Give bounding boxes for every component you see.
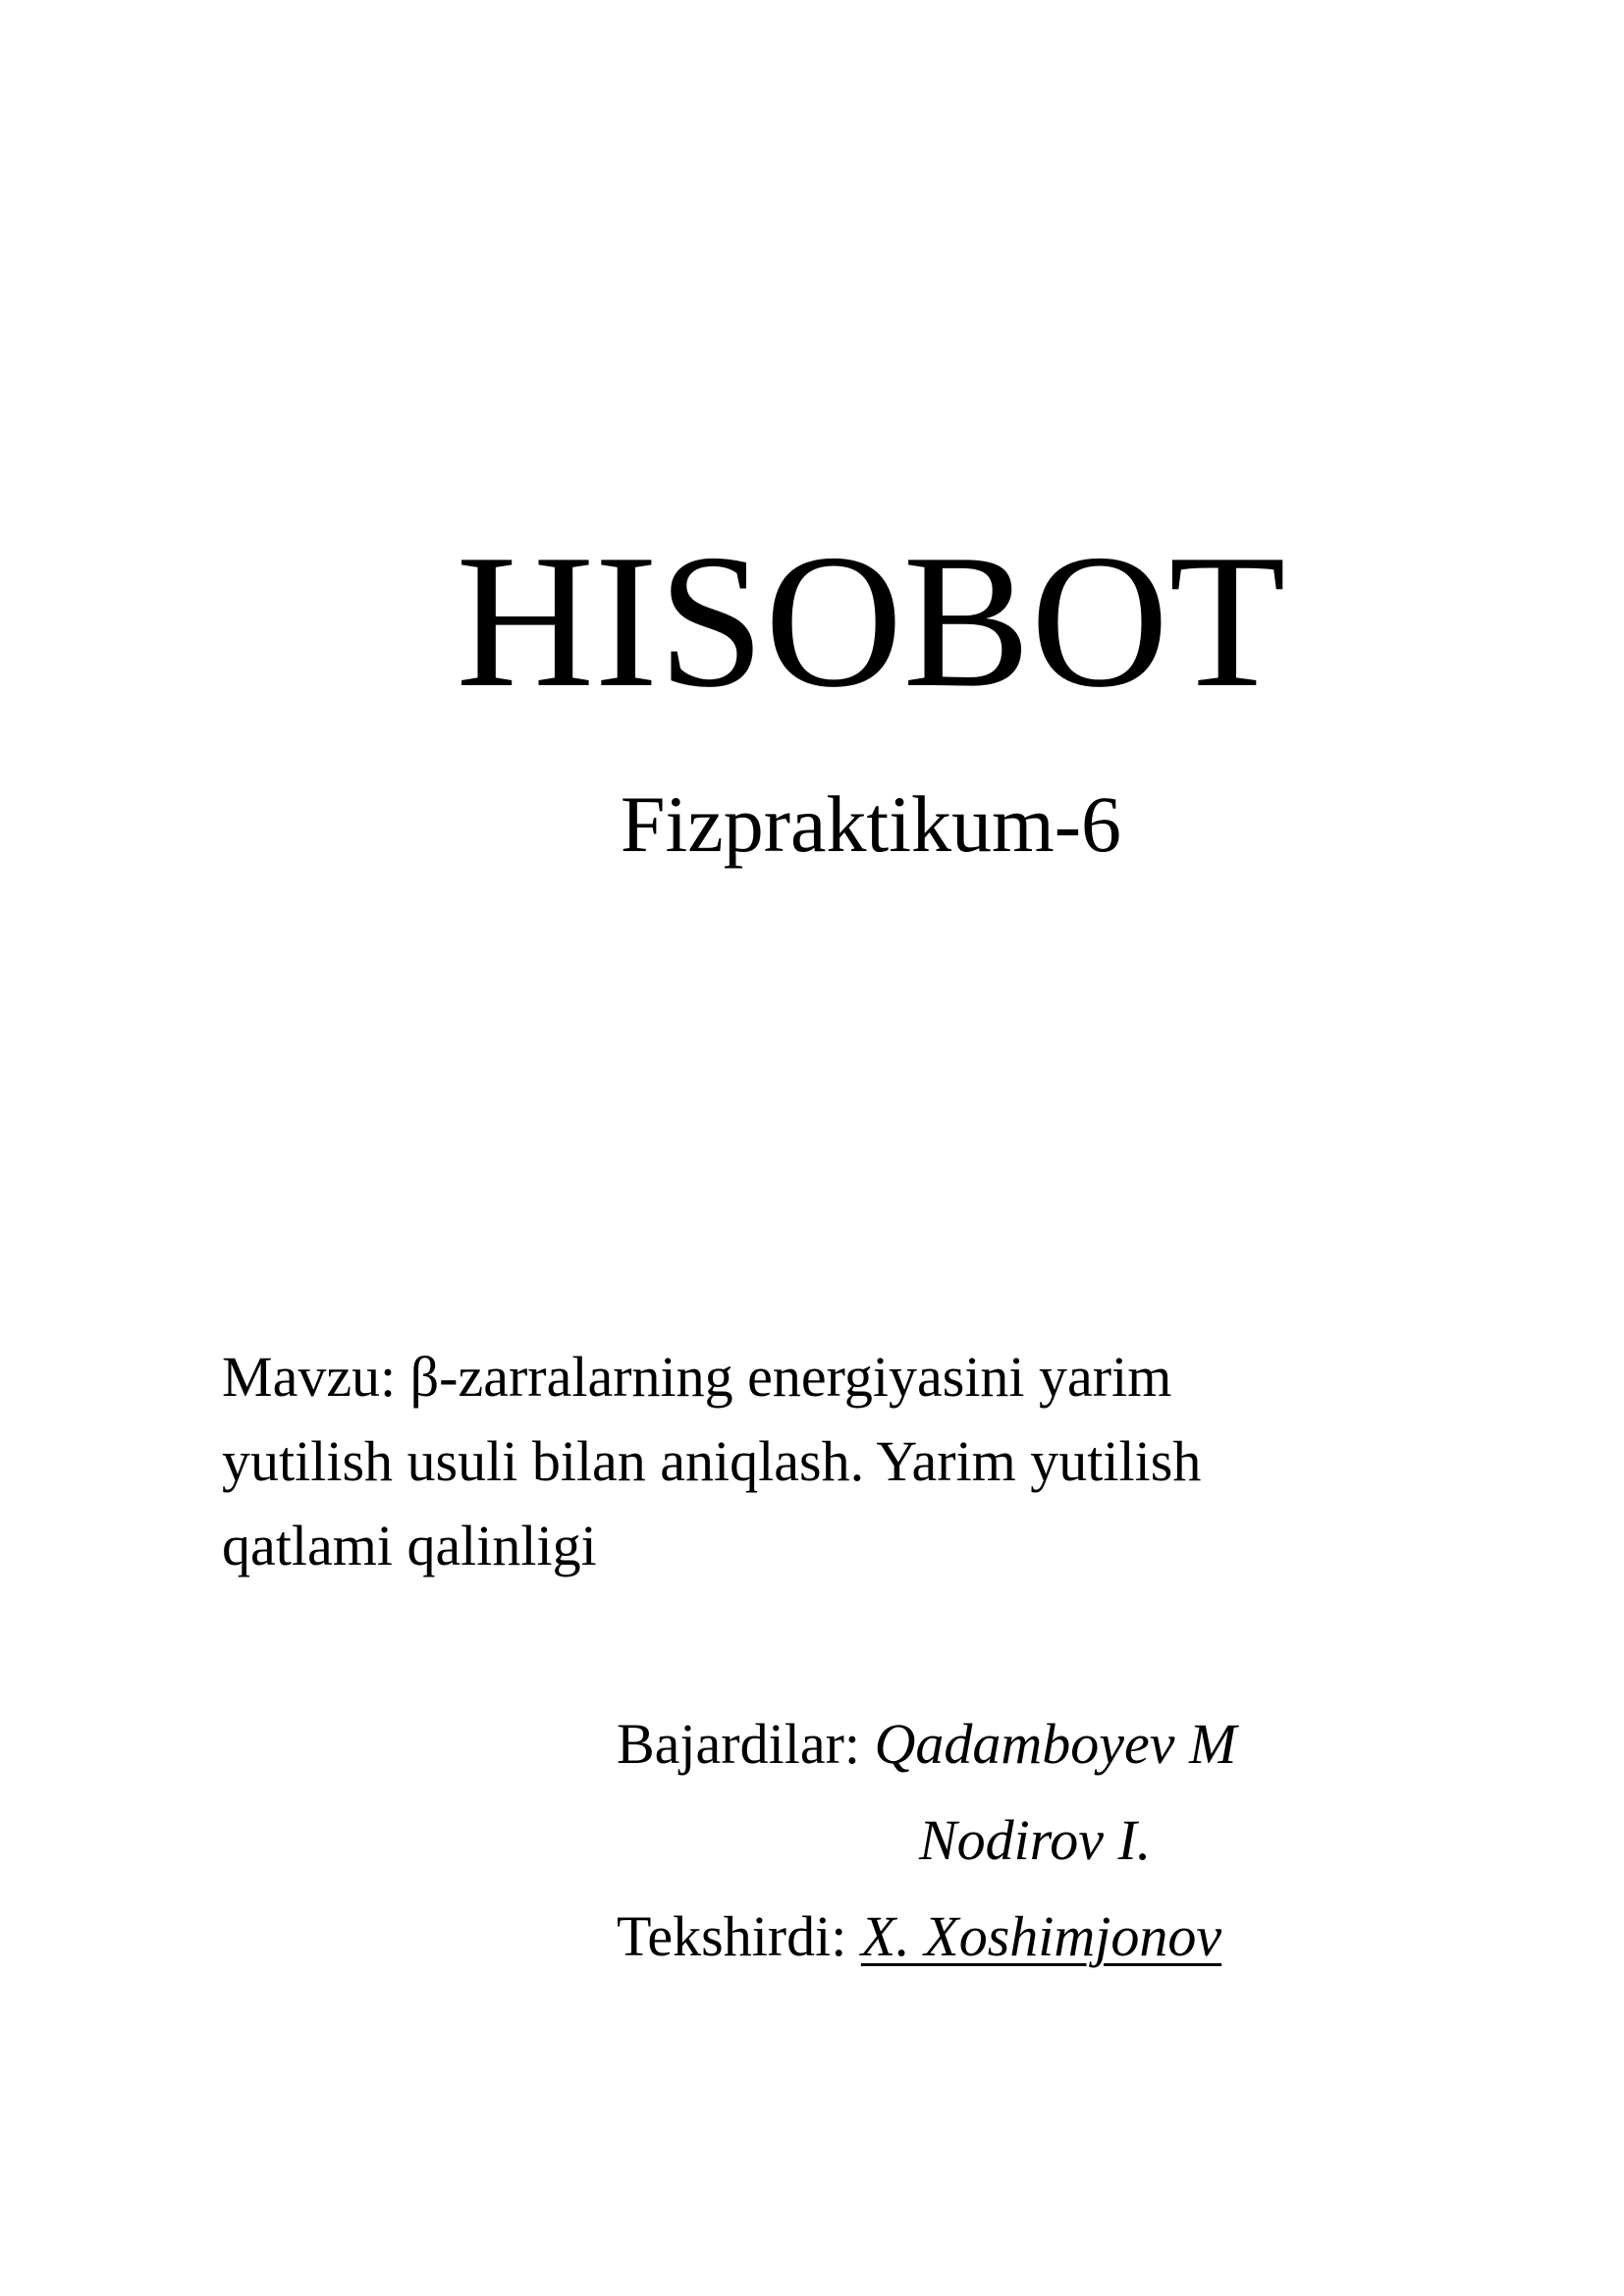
topic-line: yutilish usuli bilan aniqlash. Yarim yutilish <box>222 1429 1202 1493</box>
checker-name: X. Xoshimjonov <box>860 1904 1222 1968</box>
performer-name: Qadamboyev M <box>874 1712 1237 1776</box>
topic-line: qatlami qalinligi <box>222 1514 597 1577</box>
credits-block <box>617 1696 1236 1985</box>
performer-row <box>617 1792 1236 1889</box>
performed-by-label: Bajardilar: <box>617 1712 861 1776</box>
performed-by-row <box>617 1696 1236 1792</box>
page-title: HISOBOT <box>456 515 1286 727</box>
checked-by-row <box>617 1889 1236 1985</box>
performer-name: Nodirov I. <box>919 1808 1152 1872</box>
page-subtitle: Fizpraktikum-6 <box>620 779 1122 869</box>
checked-by-label: Tekshirdi: <box>617 1904 847 1968</box>
topic-line: Mavzu: β-zarralarning energiyasini yarim <box>222 1345 1172 1409</box>
topic-block <box>222 1335 1400 1588</box>
